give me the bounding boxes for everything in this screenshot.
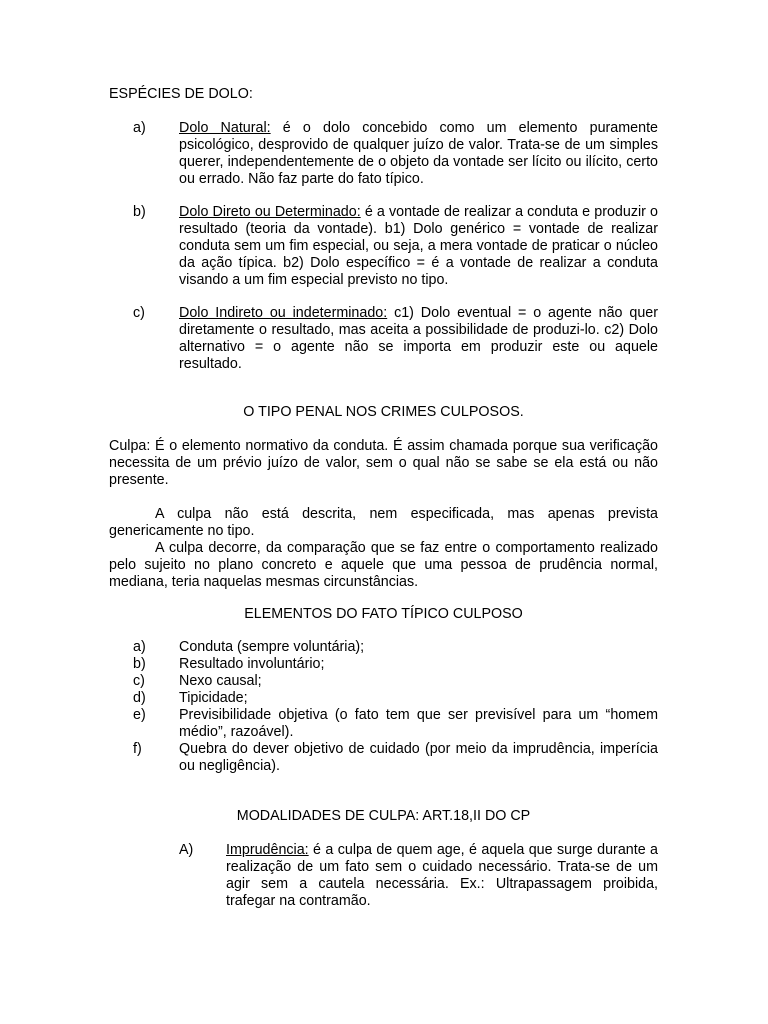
item-body [226,842,658,910]
item-label: d) [133,690,146,706]
item-term: Dolo Direto ou Determinado: [179,204,361,220]
item-label: b) [133,204,146,220]
list-item [109,656,658,673]
item-text: Previsibilidade objetiva (o fato tem que ser previsível para um “homem médio”, razoável). [179,707,658,740]
item-body [179,204,658,289]
item-label: b) [133,656,146,672]
culpa-paragraph-2: A culpa decorre, da comparação que se faz entre o comportamento realizado pelo sujeito no plano concreto e aquele que uma pessoa de prudência normal, mediana, teria naquelas mesmas circunstâncias. [109,540,658,590]
item-label: e) [133,707,146,723]
item-text: c1) Dolo eventual = o agente não quer diretamente o resultado, mas aceita a possibilidade de produzi-lo. c2) Dolo alternativo = o agente não se importa em produzir este ou aquele resultado. [179,305,658,372]
list-item [109,741,658,775]
culpa-definition: Culpa: É o elemento normativo da conduta. É assim chamada porque sua verificação necessita de um prévio juízo de valor, sem o qual não se sabe se ela está ou não presente. [109,438,658,488]
item-label: f) [133,741,142,757]
culpa-paragraph-1: A culpa não está descrita, nem especificada, mas apenas prevista genericamente no tipo. [109,506,658,539]
item-label: a) [133,639,146,655]
heading-modalidades: MODALIDADES DE CULPA: ART.18,II DO CP [236,808,531,824]
list-item [109,690,658,707]
heading-crimes-culposos: O TIPO PENAL NOS CRIMES CULPOSOS. [243,404,524,420]
item-body [179,120,658,188]
item-term: Imprudência: [226,842,309,858]
item-text: é o dolo concebido como um elemento puramente psicológico, desprovido de qualquer juízo de valor. Trata-se de um simples querer, independentemente de o objeto da vontade ser lícito ou ilícito, certo ou errado. Não faz parte do fato típico. [179,120,658,187]
item-term: Dolo Natural: [179,120,271,136]
item-text: é a vontade de realizar a conduta e produzir o resultado (teoria da vontade). b1) Dolo genérico = vontade de realizar conduta sem um fim especial, ou seja, a mera vontade de praticar o núcleo da ação típica. b2) Dolo específico = é a vontade de realizar a conduta visando a um fim especial previsto no tipo. [179,204,658,288]
species-item-c [109,305,658,373]
item-text: Tipicidade; [179,690,248,706]
section-title-especies: ESPÉCIES DE DOLO: [109,86,253,102]
item-text: Quebra do dever objetivo de cuidado (por meio da imprudência, imperícia ou negligência). [179,741,658,774]
list-item [109,707,658,741]
modality-item-a [179,842,658,910]
species-item-a [109,120,658,188]
item-label: c) [133,673,145,689]
item-text: Resultado involuntário; [179,656,325,672]
culpa-paragraphs [109,506,658,591]
item-text: é a culpa de quem age, é aquela que surge durante a realização de um fato sem o cuidado necessário. Trata-se de um agir sem a cautela necessária. Ex.: Ultrapassagem proibida, trafegar na contramão. [226,842,658,909]
item-label: a) [133,120,146,136]
item-text: Conduta (sempre voluntária); [179,639,365,655]
item-term: Dolo Indireto ou indeterminado: [179,305,388,321]
list-item [109,673,658,690]
species-item-b [109,204,658,289]
heading-elementos: ELEMENTOS DO FATO TÍPICO CULPOSO [244,606,523,622]
elements-list [109,639,658,775]
list-item [109,639,658,656]
item-label: c) [133,305,145,321]
item-label: A) [179,842,194,858]
item-body [179,305,658,373]
item-text: Nexo causal; [179,673,262,689]
